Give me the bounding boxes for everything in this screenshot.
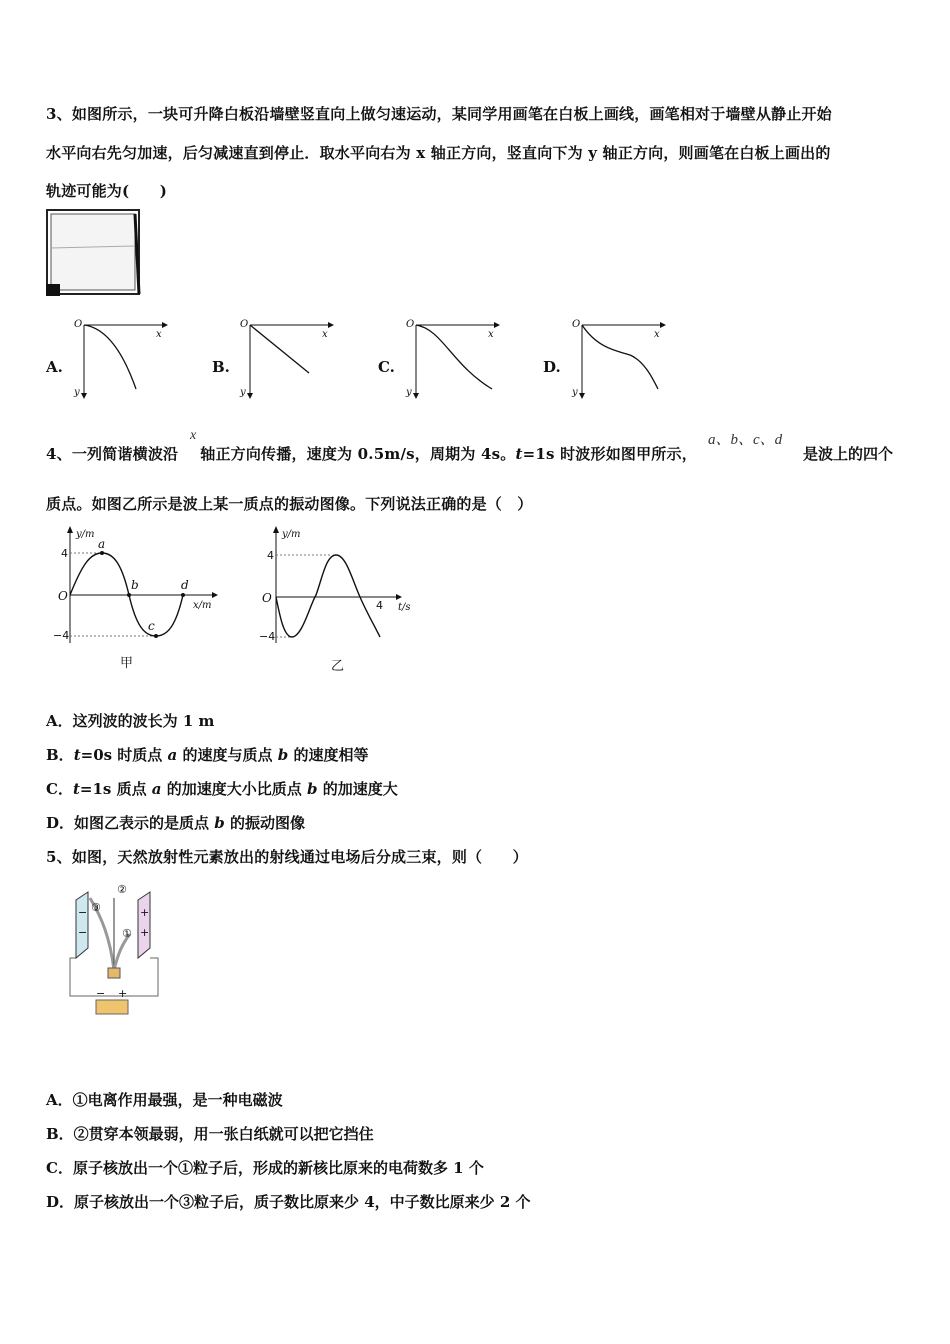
q3-text-line3: 轨迹可能为( ) <box>46 182 167 200</box>
q5-option-a: A．①电离作用最强，是一种电磁波 <box>46 1091 283 1109</box>
figure-caption-jia: 甲 <box>120 656 134 671</box>
whiteboard-figure <box>46 208 142 298</box>
y-axis-label: y/m <box>76 529 95 540</box>
q4-text-line1-end: 是波上的四个 <box>803 445 894 463</box>
origin-label: O <box>240 319 249 330</box>
y-axis-label: y <box>572 387 578 398</box>
origin-label: O <box>262 591 272 605</box>
x-axis-label: t/s <box>398 602 411 613</box>
point-a-label: a <box>98 537 106 551</box>
q3-option-a-graph <box>70 315 170 400</box>
plus-sign: + <box>140 926 150 939</box>
battery-plus: + <box>118 987 128 1000</box>
q4-option-a: A．这列波的波长为 1 m <box>46 712 215 730</box>
y-axis-label: y <box>74 387 80 398</box>
trajectory-line <box>250 325 309 373</box>
x-axis-label: x <box>654 329 660 340</box>
q3-option-b-graph <box>236 315 336 400</box>
origin-label: O <box>572 319 581 330</box>
y-axis-label: y <box>240 387 246 398</box>
q4-x-symbol: x <box>190 428 197 443</box>
q4-option-c: C．t=1s 质点 a 的加速度大小比质点 b 的加速度大 <box>46 780 398 798</box>
trajectory-curve <box>416 325 492 389</box>
q4-text-line2: 质点。如图乙所示是波上某一质点的振动图像。下列说法正确的是（ ） <box>46 495 533 513</box>
point-c-label: c <box>148 619 155 633</box>
q5-text-line1: 5、如图，天然放射性元素放出的射线通过电场后分成三束，则（ ） <box>46 848 528 866</box>
x-axis-label: x/m <box>193 600 212 611</box>
minus-sign: − <box>78 926 88 939</box>
x-axis-label: x <box>156 329 162 340</box>
point-b-label: b <box>131 578 139 592</box>
y-min-tick: −4 <box>259 630 276 643</box>
beam-3-label: ③ <box>91 901 101 914</box>
wave-figure-jia <box>50 525 225 673</box>
y-max-tick: 4 <box>267 549 274 562</box>
q5-option-b: B．②贯穿本领最弱，用一张白纸就可以把它挡住 <box>46 1125 374 1143</box>
q3-option-d-label: D. <box>543 358 561 376</box>
plus-sign: + <box>140 906 150 919</box>
y-axis-label: y/m <box>282 529 301 540</box>
origin-label: O <box>74 319 83 330</box>
point-d-label: d <box>181 578 189 592</box>
q5-option-d: D．原子核放出一个③粒子后，质子数比原来少 4，中子数比原来少 2 个 <box>46 1193 531 1211</box>
trajectory-curve <box>582 325 658 389</box>
q4-text-line1: 4、一列简谐横波沿 轴正方向传播，速度为 0.5m/s，周期为 4s。t=1s 时波形如图甲所示， <box>46 445 697 463</box>
q3-text-line1: 3、如图所示，一块可升降白板沿墙壁竖直向上做匀速运动，某同学用画笔在白板上画线，画笔相对于墙壁从静止开始 <box>46 105 832 123</box>
origin-label: O <box>406 319 415 330</box>
q4-option-b: B．t=0s 时质点 a 的速度与质点 b 的速度相等 <box>46 746 369 764</box>
battery-minus: − <box>96 987 106 1000</box>
origin-label: O <box>58 589 68 603</box>
minus-sign: − <box>78 906 88 919</box>
q3-option-d-graph <box>568 315 668 400</box>
y-min-tick: −4 <box>53 629 70 642</box>
vibration-curve <box>276 555 380 637</box>
trajectory-curve <box>84 325 136 389</box>
q3-option-c-label: C. <box>378 358 395 376</box>
q3-option-b-label: B. <box>212 358 230 376</box>
beam-2-label: ② <box>117 883 127 896</box>
q5-option-c: C．原子核放出一个①粒子后，形成的新核比原来的电荷数多 1 个 <box>46 1159 484 1177</box>
vibration-figure-yi <box>256 525 426 673</box>
q3-text-line2: 水平向右先匀加速，后匀减速直到停止．取水平向右为 x 轴正方向，竖直向下为 y 轴正方向，则画笔在白板上画出的 <box>46 144 831 162</box>
q3-option-a-label: A. <box>46 358 63 376</box>
radiation-field-figure <box>62 878 172 1020</box>
figure-caption-yi: 乙 <box>331 659 345 673</box>
y-max-tick: 4 <box>61 547 68 560</box>
x-axis-label: x <box>322 329 328 340</box>
q4-option-d: D．如图乙表示的是质点 b 的振动图像 <box>46 814 305 832</box>
q3-option-c-graph <box>402 315 502 400</box>
y-axis-label: y <box>406 387 412 398</box>
t-tick-4: 4 <box>376 599 383 612</box>
q4-points-inline: a、b、c、d <box>708 432 783 448</box>
beam-1-label: ① <box>122 927 132 940</box>
x-axis-label: x <box>488 329 494 340</box>
